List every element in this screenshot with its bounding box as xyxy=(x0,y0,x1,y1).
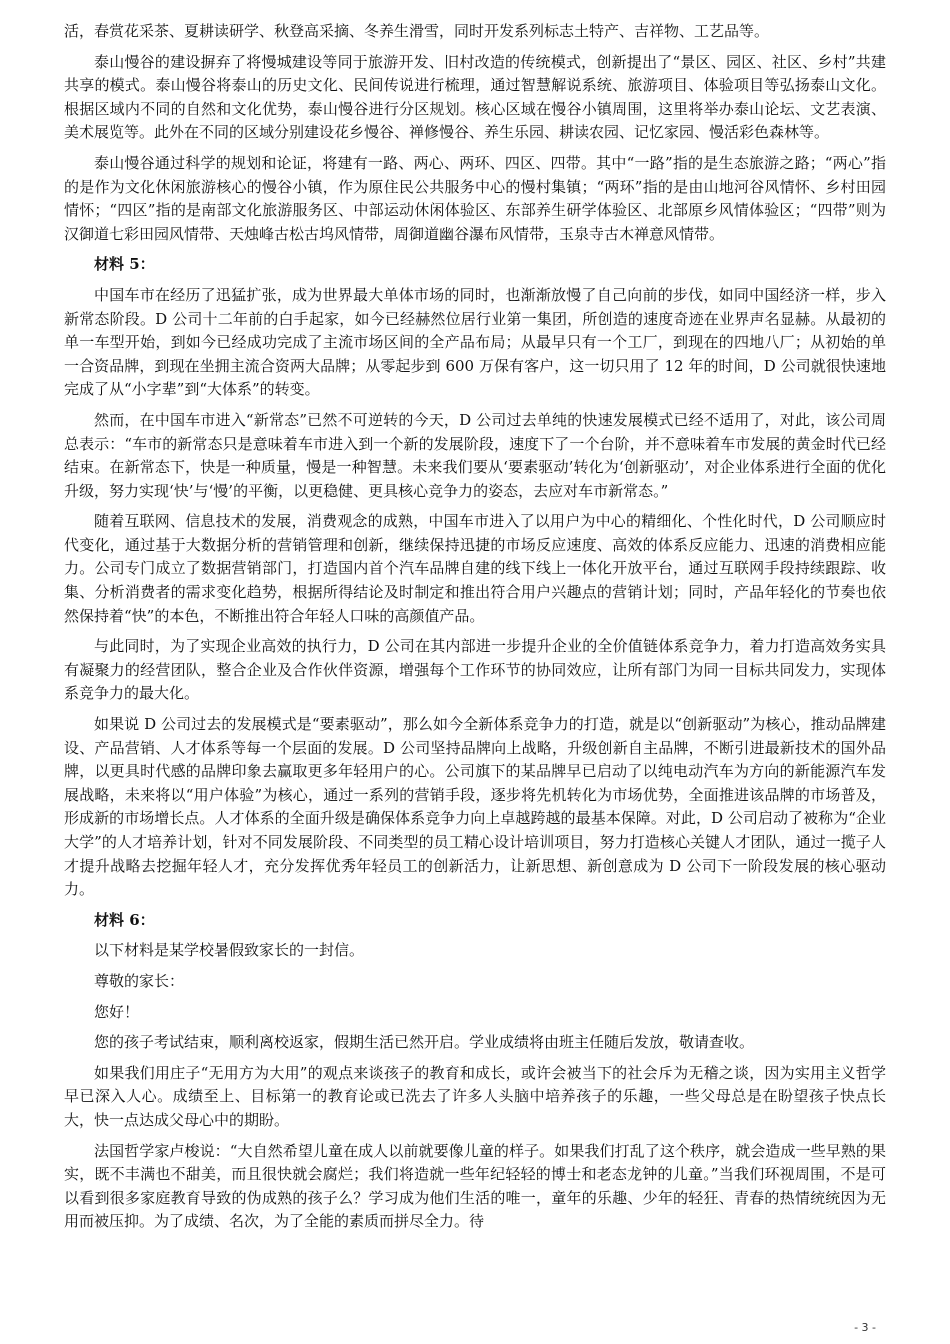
paragraph: 尊敬的家长： xyxy=(94,971,185,990)
paragraph: 泰山慢谷通过科学的规划和论证，将建有一路、两心、两环、四区、四带。其中“一路”指的是生态旅游之路；“两心”指的是作为文化休闲旅游核心的慢谷小镇，作为原住民公共服务中心的慢村集镇；“两环”指的是由山地河谷风情怀、乡村田园情怀；“四区”指的是南部文化旅游服务区、中部运动休闲体验区、东部养生研学体验区、北部原乡风情体验区；“四带”则为汉御道七彩田园风情带、天烛峰古松古坞风情带，周御道幽谷瀑布风情带，玉泉寺古木禅意风情带。 xyxy=(64,153,886,243)
paragraph: 随着互联网、信息技术的发展，消费观念的成熟，中国车市进入了以用户为中心的精细化、个性化时代，D 公司顺应时代变化，通过基于大数据分析的营销管理和创新，继续保持迅捷的市场反应速度、高效的体系反应能力、迅速的消费相应能力。公司专门成立了数据营销部门，打造国内首个汽车品牌自建的线下线上一体化开放平台，通过互联网手段持续跟踪、收集、分析消费者的需求变化趋势，根据所得结论及时制定和推出符合用户兴趣点的营销计划；同时，产品年轻化的节奏也依然保持着“快”的本色，不断推出符合年轻人口味的高颜值产品。 xyxy=(64,512,886,625)
paragraph: 与此同时，为了实现企业高效的执行力，D 公司在其内部进一步提升企业的全价值链体系竞争力，着力打造高效务实具有凝聚力的经营团队，整合企业及合作伙伴资源，增强每个工作环节的协同效应，让所有部门为同一目标共同发力，实现体系竞争力的最大化。 xyxy=(64,637,886,703)
paragraph: 以下材料是某学校暑假致家长的一封信。 xyxy=(94,941,365,960)
paragraph: 然而，在中国车市进入“新常态”已然不可逆转的今天，D 公司过去单纯的快速发展模式已经不适用了，对此，该公司周总表示：“车市的新常态只是意味着车市进入到一个新的发展阶段，速度下了一个台阶，并不意味着车市发展的黄金时代已经结束。在新常态下，快是一种质量，慢是一种智慧。未来我们要从‘要素驱动’转化为‘创新驱动’，对企业体系进行全面的优化升级，努力实现‘快’与‘慢’的平衡，以更稳健、更具核心竞争力的姿态，去应对车市新常态。” xyxy=(64,410,886,500)
paragraph: 活，春赏花采茶、夏耕读研学、秋登高采摘、冬养生滑雪，同时开发系列标志土特产、吉祥物、工艺品等。 xyxy=(64,22,770,40)
paragraph: 如果我们用庄子“无用方为大用”的观点来谈孩子的教育和成长，或许会被当下的社会斥为无稽之谈，因为实用主义哲学早已深入人心。成绩至上、目标第一的教育论或已洗去了许多人头脑中培养孩子的乐趣，一些父母总是在盼望孩子快点长大，快一点达成父母心中的期盼。 xyxy=(64,1063,886,1129)
paragraph: 您的孩子考试结束，顺利离校返家，假期生活已然开启。学业成绩将由班主任随后发放，敬请查收。 xyxy=(94,1033,755,1052)
paragraph: 泰山慢谷的建设摒弃了将慢城建设等同于旅游开发、旧村改造的传统模式，创新提出了“景区、园区、社区、乡村”共建共享的模式。泰山慢谷将泰山的历史文化、民间传说进行梳理，通过智慧解说系统、旅游项目、体验项目等弘扬泰山文化。根据区域内不同的自然和文化优势，泰山慢谷进行分区规划。核心区域在慢谷小镇周围，这里将举办泰山论坛、文艺表演、美术展览等。此外在不同的区域分别建设花乡慢谷、禅修慢谷、养生乐园、耕读农园、记忆家园、慢活彩色森林等。 xyxy=(64,52,886,142)
paragraph: 您好！ xyxy=(94,1002,140,1021)
document-body xyxy=(64,20,886,1241)
paragraph: 中国车市在经历了迅猛扩张，成为世界最大单体市场的同时，也渐渐放慢了自己向前的步伐，如同中国经济一样，步入新常态阶段。D 公司十二年前的白手起家，如今已经赫然位居行业第一集团，所创造的速度奇迹在业界声名显赫。从最初的单一车型开始，到如今已经成功完成了主流市场区间的全产品布局；从最早只有一个工厂，到现在的四地八厂；从初始的单一合资品牌，到现在坐拥主流合资两大品牌；从零起步到 600 万保有客户，这一切只用了 12 年的时间，D 公司就很快速地完成了从“小字辈”到“大体系”的转变。 xyxy=(64,285,886,399)
section-heading: 材料 5： xyxy=(94,255,155,274)
paragraph: 法国哲学家卢梭说：“大自然希望儿童在成人以前就要像儿童的样子。如果我们打乱了这个秩序，就会造成一些早熟的果实，既不丰满也不甜美，而且很快就会腐烂；我们将造就一些年纪轻轻的博士和老态龙钟的儿童。”当我们环视周围，不是可以看到很多家庭教育导致的伪成熟的孩子么？学习成为他们生活的唯一，童年的乐趣、少年的轻狂、青春的热情统统因为无用而被压抑。为了成绩、名次，为了全能的素质而拼尽全力。待 xyxy=(64,1141,886,1231)
section-heading: 材料 6： xyxy=(94,910,155,929)
paragraph: 如果说 D 公司过去的发展模式是“要素驱动”，那么如今全新体系竞争力的打造，就是以“创新驱动”为核心，推动品牌建设、产品营销、人才体系等每一个层面的发展。D 公司坚持品牌向上战略，升级创新自主品牌，不断引进最新技术的国外品牌，以更具时代感的品牌印象去赢取更多年轻用户的心。公司旗下的某品牌早已启动了以纯电动汽车为方向的新能源汽车发展战略，未来将以“用户体验”为核心，通过一系列的营销手段，逐步将先机转化为市场优势，全面推进该品牌的市场普及，形成新的市场增长点。人才体系的全面升级是确保体系竞争力向上卓越跨越的最基本保障。对此，D 公司启动了被称为“企业大学”的人才培养计划，针对不同发展阶段、不同类型的员工精心设计培训项目，努力打造核心关键人才团队，通过一揽子人才提升战略去挖掘年轻人才，充分发挥优秀年轻员工的创新活力，让新思想、新创意成为 D 公司下一阶段发展的核心驱动力。 xyxy=(64,715,886,899)
page-number: - 3 - xyxy=(854,1321,876,1334)
